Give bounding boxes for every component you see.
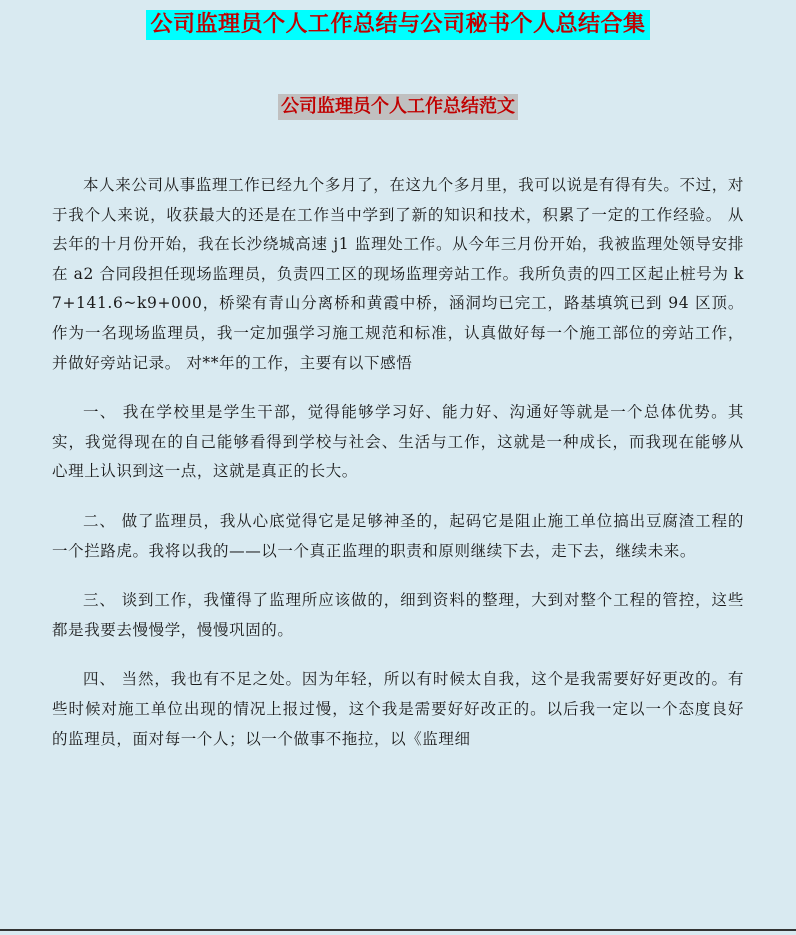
section-title-row	[0, 94, 796, 122]
paragraph-point-2: 二、 做了监理员，我从心底觉得它是足够神圣的，起码它是阻止施工单位搞出豆腐渣工程的一个拦路虎。我将以我的——以一个真正监理的职责和原则继续下去，走下去，继续未来。	[52, 511, 744, 560]
document-body	[52, 171, 744, 754]
document-title: 公司监理员个人工作总结与公司秘书个人总结合集	[146, 10, 649, 40]
title-row	[0, 0, 796, 48]
paragraph-point-3: 三、 谈到工作，我懂得了监理所应该做的，细到资料的整理，大到对整个工程的管控，这些都是我要去慢慢学，慢慢巩固的。	[52, 591, 744, 639]
paragraph-intro: 本人来公司从事监理工作已经九个多月了，在这九个多月里，我可以说是有得有失。不过，对于我个人来说，收获最大的还是在工作当中学到了新的知识和技术，积累了一定的工作经验。 从去年的十月份开始，我在长沙绕城高速 j1 监理处工作。从今年三月份开始，我被监理处领导安排在 a2 合同段担任现场监理员，负责四工区的现场监理旁站工作。我所负责的四工区起止桩号为 k7+141.6~k9+000，桥梁有青山分离桥和黄霞中桥，涵洞均已完工，路基填筑已到 94 区顶。作为一名现场监理员，我一定加强学习施工规范和标准，认真做好每一个施工部位的旁站工作，并做好旁站记录。 对**年的工作，主要有以下感悟	[52, 176, 744, 372]
paragraph-point-1: 一、 我在学校里是学生干部，觉得能够学习好、能力好、沟通好等就是一个总体优势。其实，我觉得现在的自己能够看得到学校与社会、生活与工作，这就是一种成长，而我现在能够从心理上认识到这一点，这就是真正的长大。	[52, 403, 744, 481]
section-title: 公司监理员个人工作总结范文	[278, 94, 518, 120]
paragraph-point-4: 四、 当然，我也有不足之处。因为年轻，所以有时候太自我，这个是我需要好好更改的。有些时候对施工单位出现的情况上报过慢，这个我是需要好好改正的。以后我一定以一个态度良好的监理员，面对每一个人；以一个做事不拖拉，以《监理细	[52, 670, 744, 748]
page-bottom-rule	[0, 929, 796, 931]
